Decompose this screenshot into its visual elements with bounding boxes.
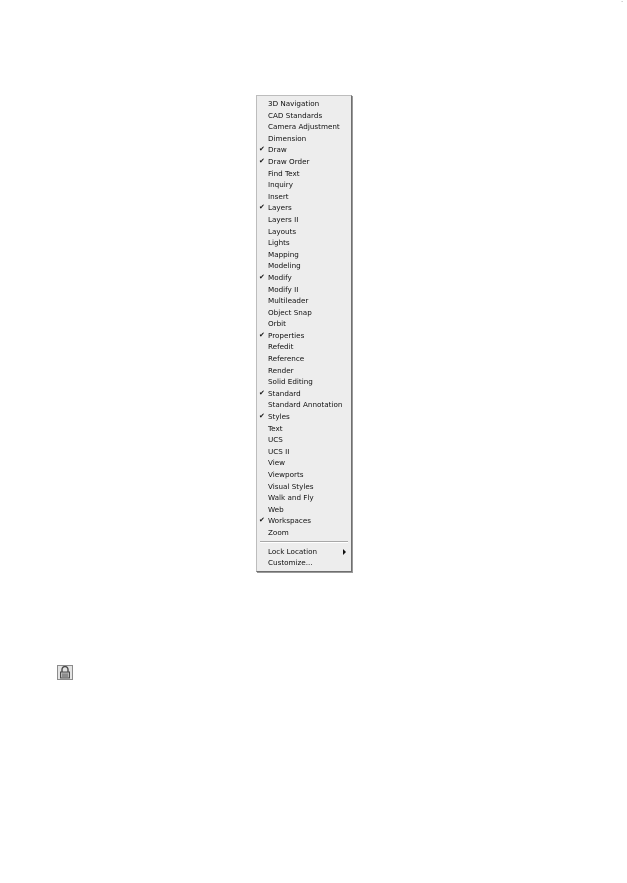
menu-item-zoom[interactable] [257, 527, 351, 539]
menu-item-view[interactable] [257, 457, 351, 469]
menu-item-label: Modify II [268, 284, 299, 294]
menu-item-label: Viewports [268, 470, 304, 479]
menu-item-label: Camera Adjustment [268, 122, 340, 132]
menu-item-standard[interactable] [257, 388, 351, 400]
menu-item-text[interactable] [257, 423, 351, 435]
menu-item-label: Reference [268, 354, 305, 364]
menu-item-properties[interactable] [257, 330, 351, 342]
menu-item-find-text[interactable] [257, 168, 351, 180]
menu-item-label: Web [268, 504, 284, 514]
menu-item-lock-location[interactable] [257, 546, 351, 558]
menu-item-label: Draw [268, 145, 287, 155]
menu-item-draw[interactable] [257, 144, 351, 156]
menu-item-modify-ii[interactable] [257, 284, 351, 296]
menu-separator [260, 541, 348, 543]
menu-item-label: 3D Navigation [268, 99, 320, 108]
menu-item-label: View [268, 458, 286, 468]
menu-item-mapping[interactable] [257, 249, 351, 261]
menu-item-label: Multileader [268, 296, 309, 306]
menu-item-3d-navigation[interactable] [257, 98, 351, 110]
menu-item-label: Zoom [268, 527, 289, 537]
menu-item-viewports[interactable] [257, 469, 351, 481]
menu-item-multileader[interactable] [257, 295, 351, 307]
checkmark-icon: ✔ [259, 145, 265, 154]
menu-item-label: Modeling [268, 261, 301, 271]
menu-item-layouts[interactable] [257, 226, 351, 238]
toolbar-context-menu [256, 95, 352, 572]
menu-item-label: Find Text [268, 168, 300, 178]
checkmark-icon: ✔ [259, 516, 265, 525]
menu-item-lights[interactable] [257, 237, 351, 249]
menu-item-label: Mapping [268, 249, 299, 259]
menu-item-ucs[interactable] [257, 434, 351, 446]
checkmark-icon: ✔ [259, 272, 265, 281]
menu-item-refedit[interactable] [257, 341, 351, 353]
menu-item-label: Lights [268, 238, 290, 248]
menu-item-label: Inquiry [268, 180, 293, 190]
menu-item-label: Draw Order [268, 156, 310, 166]
menu-item-camera-adjustment[interactable] [257, 121, 351, 133]
menu-item-label: Standard [268, 388, 301, 398]
menu-item-dimension[interactable] [257, 133, 351, 145]
menu-item-orbit[interactable] [257, 318, 351, 330]
menu-item-label: Orbit [268, 319, 286, 329]
lock-icon [58, 666, 72, 679]
menu-item-layers-ii[interactable] [257, 214, 351, 226]
menu-item-label: Walk and Fly [268, 493, 314, 503]
menu-item-label: Object Snap [268, 307, 312, 317]
menu-item-label: UCS [268, 435, 283, 445]
menu-item-label: Customize... [268, 558, 313, 568]
menu-item-label: Refedit [268, 342, 294, 352]
menu-item-label: Modify [268, 272, 292, 282]
menu-item-label: Dimension [268, 133, 307, 143]
menu-item-label: Solid Editing [268, 377, 313, 387]
menu-item-label: Layers II [268, 214, 299, 224]
menu-item-label: Visual Styles [268, 481, 314, 491]
menu-item-visual-styles[interactable] [257, 481, 351, 493]
menu-item-label: Properties [268, 330, 305, 340]
menu-item-draw-order[interactable] [257, 156, 351, 168]
menu-item-label: Styles [268, 412, 290, 422]
menu-item-cad-standards[interactable] [257, 110, 351, 122]
menu-item-inquiry[interactable] [257, 179, 351, 191]
menu-item-modify[interactable] [257, 272, 351, 284]
menu-item-label: Workspaces [268, 516, 312, 526]
corner-mark: · [621, 0, 623, 6]
checkmark-icon: ✔ [259, 330, 265, 339]
menu-item-workspaces[interactable] [257, 515, 351, 527]
menu-item-render[interactable] [257, 365, 351, 377]
menu-item-web[interactable] [257, 504, 351, 516]
checkmark-icon: ✔ [259, 412, 265, 421]
menu-item-customize[interactable] [257, 557, 351, 569]
menu-item-solid-editing[interactable] [257, 376, 351, 388]
menu-item-label: Insert [268, 191, 289, 201]
menu-item-label: Layouts [268, 226, 297, 236]
checkmark-icon: ✔ [259, 203, 265, 212]
menu-item-modeling[interactable] [257, 260, 351, 272]
menu-item-standard-annotation[interactable] [257, 399, 351, 411]
menu-item-reference[interactable] [257, 353, 351, 365]
menu-item-label: Standard Annotation [268, 400, 343, 410]
menu-item-insert[interactable] [257, 191, 351, 203]
checkmark-icon: ✔ [259, 156, 265, 165]
checkmark-icon: ✔ [259, 388, 265, 397]
menu-item-label: CAD Standards [268, 110, 323, 120]
menu-item-object-snap[interactable] [257, 307, 351, 319]
menu-item-label: Render [268, 365, 294, 375]
submenu-arrow-icon [343, 549, 346, 555]
menu-item-label: Lock Location [268, 546, 318, 556]
menu-item-label: UCS II [268, 446, 290, 456]
menu-items [257, 98, 351, 539]
menu-item-ucs-ii[interactable] [257, 446, 351, 458]
menu-item-label: Layers [268, 203, 292, 213]
menu-item-label: Text [268, 423, 283, 433]
menu-item-layers[interactable] [257, 202, 351, 214]
menu-item-walk-and-fly[interactable] [257, 492, 351, 504]
menu-item-styles[interactable] [257, 411, 351, 423]
lock-toolbar-button[interactable] [57, 665, 73, 680]
